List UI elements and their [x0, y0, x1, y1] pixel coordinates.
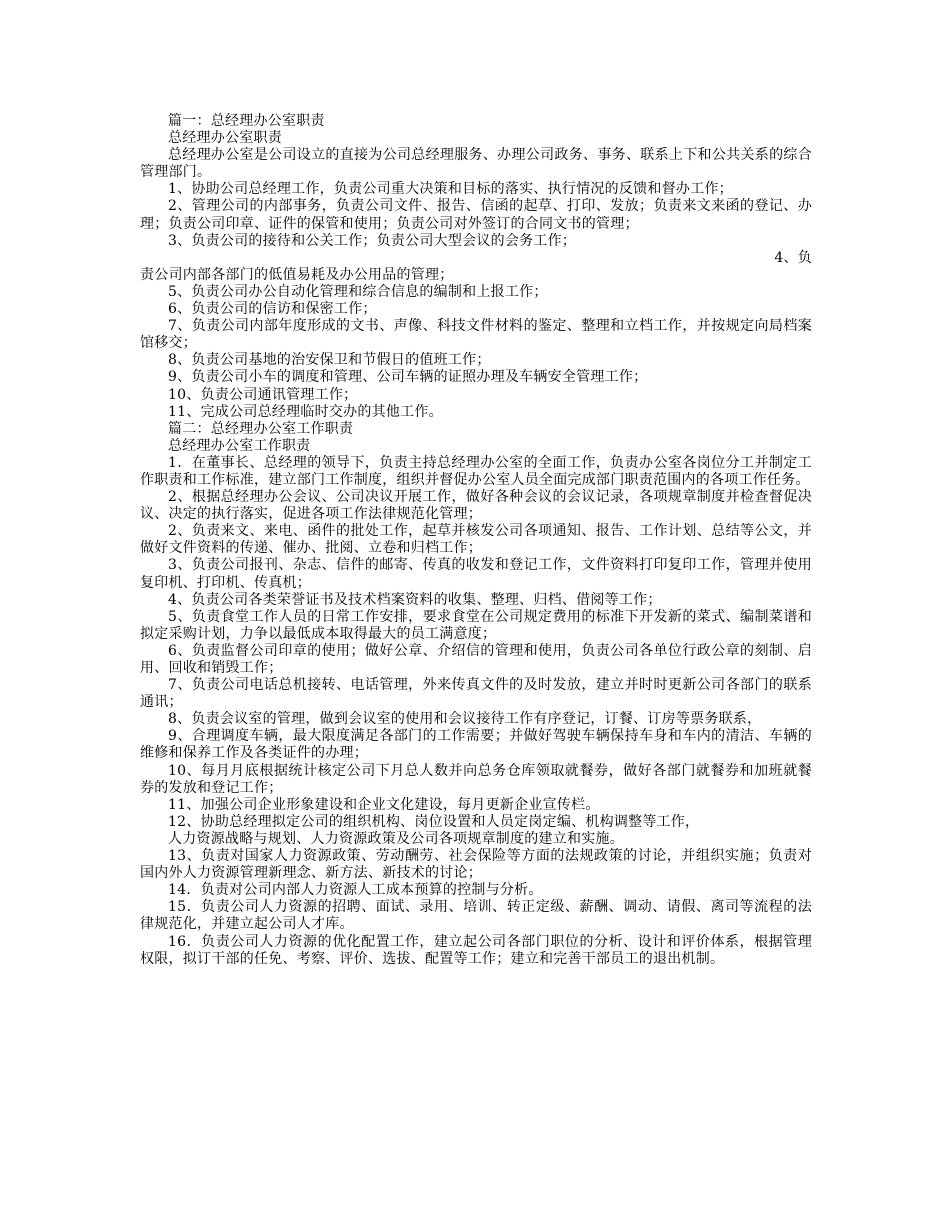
list-item: 11、加强公司企业形象建设和企业文化建设，每月更新企业宣传栏。 [168, 796, 600, 813]
list-item: 2、负责来文、来电、函件的批处工作，起草并核发公司各项通知、报告、工作计划、总结等公文，并做好文件资料的传递、催办、批阅、立卷和归档工作； [140, 523, 812, 557]
list-item: 6、负责公司的信访和保密工作； [168, 301, 377, 318]
list-item: 3、负责公司报刊、杂志、信件的邮寄、传真的收发和登记工作，文件资料打印复印工作，管理并使用复印机、打印机、传真机； [140, 557, 812, 591]
list-item: 3、负责公司的接待和公关工作；负责公司大型会议的会务工作； [168, 232, 577, 249]
list-item: 8、负责会议室的管理，做到会议室的使用和会议接待工作有序登记，订餐、订房等票务联系， [168, 711, 762, 728]
list-item: 16．负责公司人力资源的优化配置工作，建立起公司各部门职位的分析、设计和评价体系，根据管理权限，拟订干部的任免、考察、评价、选拔、配置等工作；建立和完善干部员工的退出机制。 [140, 933, 812, 967]
list-item: 11、完成公司总经理临时交办的其他工作。 [168, 403, 443, 420]
list-item: 1．在董事长、总经理的领导下，负责主持总经理办公室的全面工作，负责办公室各岗位分工并制定工作职责和工作标准，建立部门工作制度，组织并督促办公室人员全面完成部门职责范围内的各项工作任务。 [140, 454, 812, 488]
list-item: 5、负责食堂工作人员的日常工作安排，要求食堂在公司规定费用的标准下开发新的菜式、编制菜谱和拟定采购计划，力争以最低成本取得最大的员工满意度； [140, 608, 812, 642]
document-body [140, 113, 812, 968]
list-item: 10、每月月底根据统计核定公司下月总人数并向总务仓库领取就餐券，做好各部门就餐券和加班就餐券的发放和登记工作； [140, 762, 812, 796]
list-item-continuation: 责公司内部各部门的低值易耗及办公用品的管理； [140, 266, 454, 283]
list-item: 7、负责公司内部年度形成的文书、声像、科技文件材料的鉴定、整理和立档工作，并按规定向局档案馆移交； [140, 318, 812, 352]
list-item-continuation: 人力资源战略与规划、人力资源政策及公司各项规章制度的建立和实施。 [168, 830, 624, 847]
list-item: 6、负责监督公司印章的使用；做好公章、介绍信的管理和使用，负责公司各单位行政公章的刻制、启用、回收和销毁工作； [140, 642, 812, 676]
list-item: 5、负责公司办公自动化管理和综合信息的编制和上报工作； [168, 283, 548, 300]
list-item: 2、根据总经理办公会议、公司决议开展工作，做好各种会议的会议记录，各项规章制度并检查督促决议、决定的执行落实，促进各项工作法律规范化管理； [140, 489, 812, 523]
section-heading-2: 篇二：总经理办公室工作职责 [168, 420, 354, 437]
list-item: 4、负责公司各类荣誉证书及技术档案资料的收集、整理、归档、借阅等工作； [168, 591, 662, 608]
list-item: 9、合理调度车辆，最大限度满足各部门的工作需要；并做好驾驶车辆保持车身和车内的清洁、车辆的维修和保养工作及各类证件的办理； [140, 728, 812, 762]
list-item: 7、负责公司电话总机接转、电话管理，外来传真文件的及时发放，建立并时时更新公司各部门的联系通讯； [140, 677, 812, 711]
list-item: 10、负责公司通讯管理工作； [168, 386, 358, 403]
paragraph: 总经理办公室是公司设立的直接为公司总经理服务、办理公司政务、事务、联系上下和公共关系的综合管理部门。 [140, 147, 812, 181]
subheading: 总经理办公室工作职责 [168, 437, 311, 454]
subheading: 总经理办公室职责 [168, 130, 282, 147]
list-item: 15．负责公司人力资源的招聘、面试、录用、培训、转正定级、薪酬、调动、请假、离司等流程的法律规范化，并建立起公司人才库。 [140, 899, 812, 933]
list-item: 1、协助公司总经理工作，负责公司重大决策和目标的落实、执行情况的反馈和督办工作； [168, 181, 733, 198]
list-item: 13、负责对国家人力资源政策、劳动酬劳、社会保险等方面的法规政策的讨论，并组织实施；负责对国内外人力资源管理新理念、新方法、新技术的讨论； [140, 848, 812, 882]
list-item: 8、负责公司基地的治安保卫和节假日的值班工作； [168, 352, 491, 369]
list-item: 9、负责公司小车的调度和管理、公司车辆的证照办理及车辆安全管理工作； [168, 369, 648, 386]
list-item-fragment: 4、负 [774, 249, 812, 266]
list-item: 12、协助总经理拟定公司的组织机构、岗位设置和人员定岗定编、机构调整等工作， [168, 813, 700, 830]
section-heading-1: 篇一：总经理办公室职责 [168, 113, 325, 129]
list-item: 2、管理公司的内部事务，负责公司文件、报告、信函的起草、打印、发放；负责来文来函的登记、办理；负责公司印章、证件的保管和使用；负责公司对外签订的合同文书的管理； [140, 198, 812, 232]
list-item: 14．负责对公司内部人力资源人工成本预算的控制与分析。 [168, 882, 543, 899]
